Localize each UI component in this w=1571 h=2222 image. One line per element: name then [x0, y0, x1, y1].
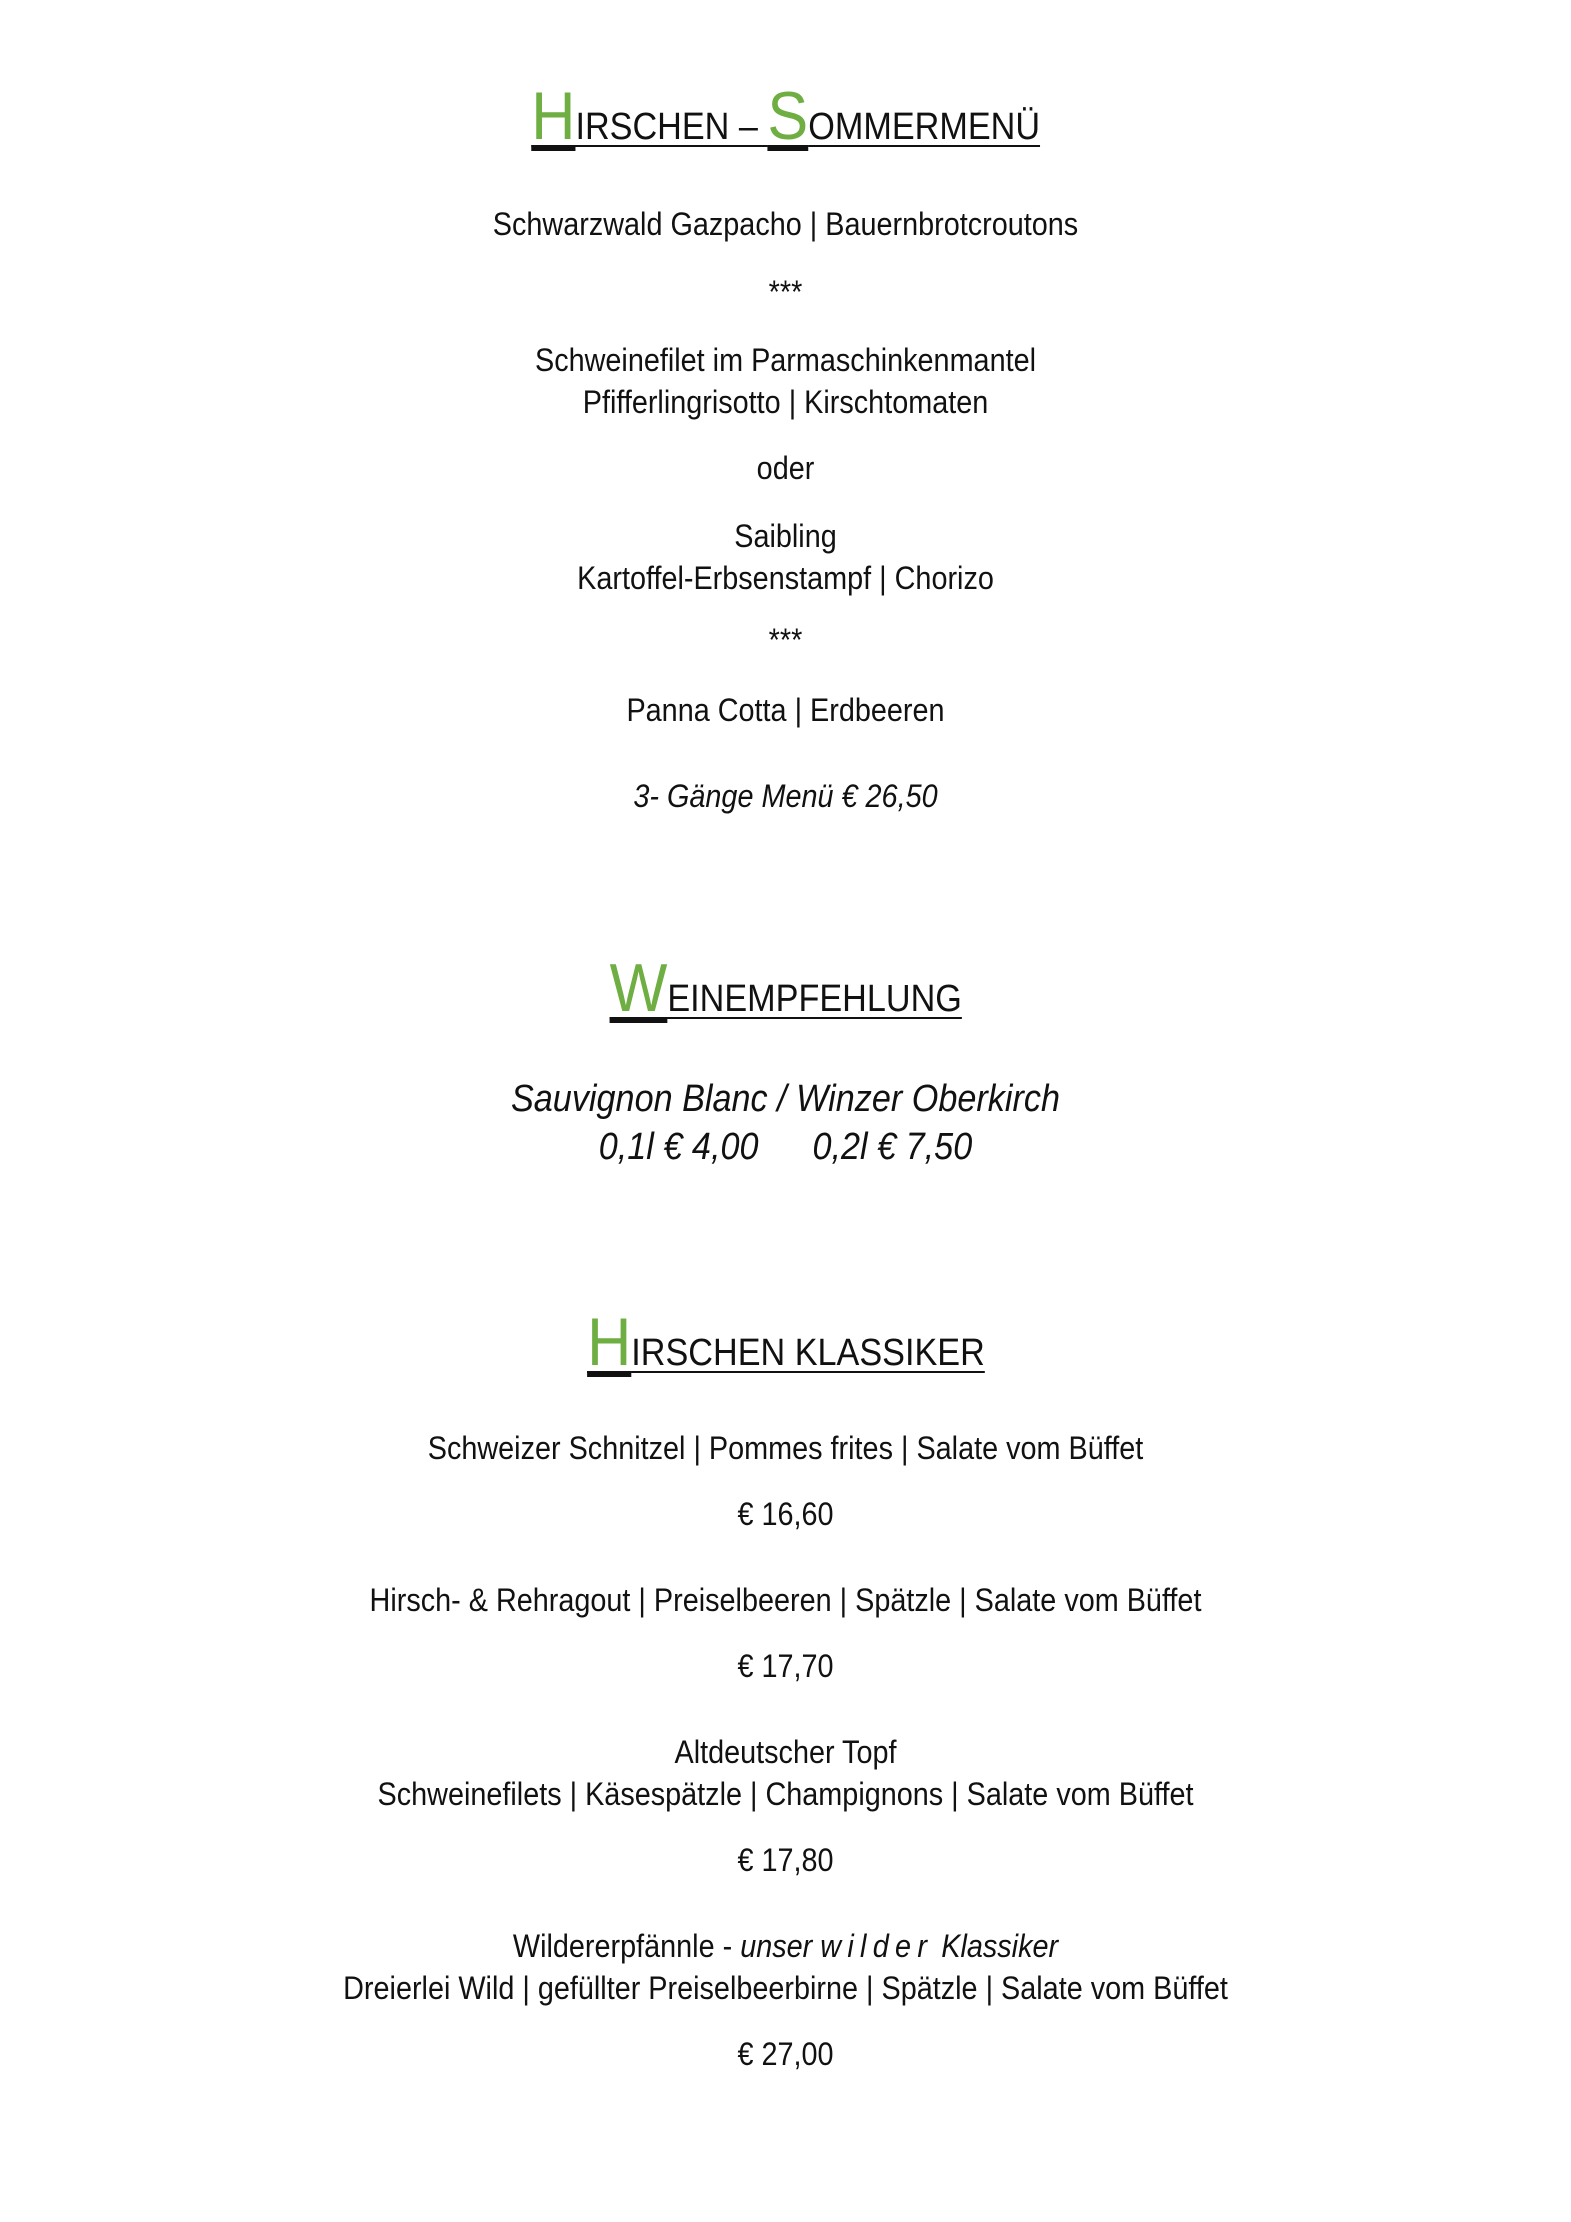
wine-price-small: 0,1l € 4,00	[598, 1126, 759, 1168]
sommermenu-heading	[0, 78, 1571, 154]
course-separator: ***	[768, 622, 803, 658]
heading-initial: H	[531, 78, 576, 154]
heading-text: IRSCHEN –	[575, 106, 768, 148]
classic-price-4: € 27,00	[737, 2036, 834, 2072]
main-dish-1-title: Schweinefilet im Parmaschinkenmantel	[534, 342, 1037, 378]
course-separator: ***	[768, 274, 803, 310]
dish-tagline: Klassiker	[933, 1928, 1059, 1964]
dish-tagline-emphasis: wilder	[820, 1928, 934, 1964]
wine-heading	[0, 950, 1571, 1026]
heading-text: EINEMPFEHLUNG	[667, 978, 962, 1020]
dish-name: Wildererpfännle -	[512, 1928, 741, 1964]
heading-text: OMMERMENÜ	[808, 106, 1040, 148]
classic-dish-4-title	[79, 1926, 1493, 1966]
classic-dish-3-title: Altdeutscher Topf	[674, 1734, 897, 1770]
heading-initial: H	[586, 1304, 631, 1380]
classic-price-1: € 16,60	[737, 1496, 834, 1532]
wine-price-large: 0,2l € 7,50	[812, 1126, 973, 1168]
main-dish-1-sides: Pfifferlingrisotto | Kirschtomaten	[582, 384, 989, 420]
starter-dish: Schwarzwald Gazpacho | Bauernbrotcroutons	[492, 206, 1079, 242]
dish-tagline: unser	[740, 1928, 821, 1964]
menu-price: 3- Gänge Menü € 26,50	[633, 778, 938, 814]
wine-prices	[79, 1123, 1493, 1171]
classic-dish-4-sides: Dreierlei Wild | gefüllter Preiselbeerbirne | Spätzle | Salate vom Büffet	[343, 1970, 1228, 2006]
classic-price-3: € 17,80	[737, 1842, 834, 1878]
klassiker-heading	[0, 1304, 1571, 1380]
classic-dish-2: Hirsch- & Rehragout | Preiselbeeren | Spätzle | Salate vom Büffet	[369, 1582, 1202, 1618]
classic-dish-3-sides: Schweinefilets | Käsespätzle | Champignons | Salate vom Büffet	[377, 1776, 1194, 1812]
main-dish-2-title: Saibling	[734, 518, 837, 554]
or-divider: oder	[756, 450, 815, 486]
heading-initial: S	[767, 78, 809, 154]
dessert-dish: Panna Cotta | Erdbeeren	[626, 692, 945, 728]
main-dish-2-sides: Kartoffel-Erbsenstampf | Chorizo	[577, 560, 994, 596]
classic-price-2: € 17,70	[737, 1648, 834, 1684]
heading-initial: W	[609, 950, 668, 1026]
heading-text: IRSCHEN KLASSIKER	[630, 1332, 985, 1374]
classic-dish-1: Schweizer Schnitzel | Pommes frites | Salate vom Büffet	[427, 1430, 1144, 1466]
wine-name: Sauvignon Blanc / Winzer Oberkirch	[510, 1078, 1061, 1120]
